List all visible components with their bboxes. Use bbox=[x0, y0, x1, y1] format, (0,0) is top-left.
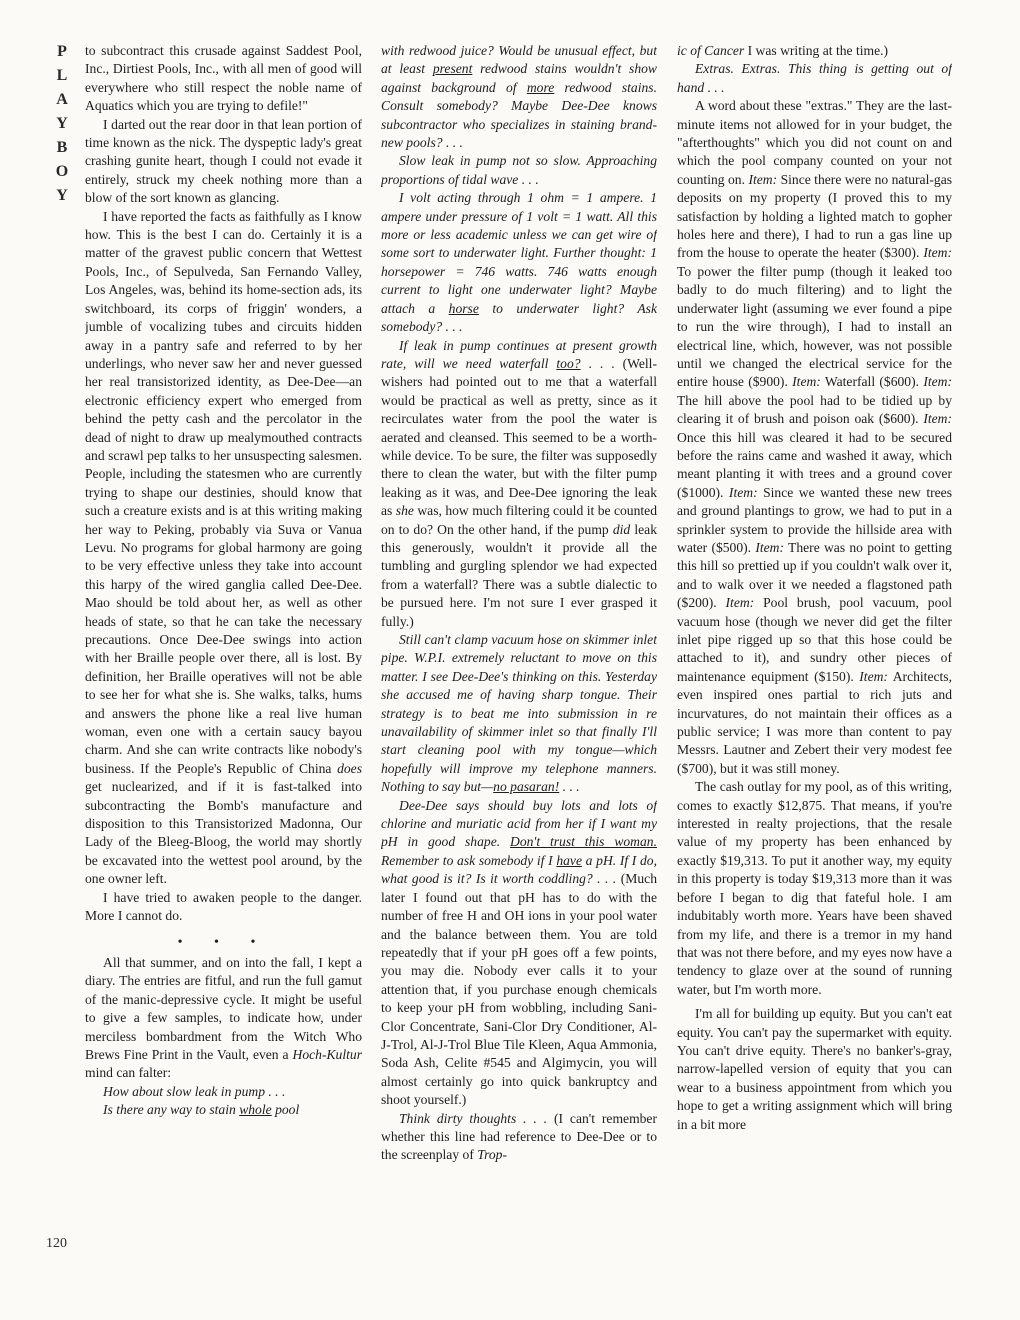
text: horse bbox=[448, 300, 479, 316]
text: Trop- bbox=[477, 1147, 507, 1163]
text: was, how much filtering could it be counted on to do? On the other hand, if the pump bbox=[381, 503, 657, 537]
text: Dee-Dee says should buy lots and lots of chlorine and muriatic acid from her if I want my pH in good shape. bbox=[381, 797, 657, 850]
text: have bbox=[556, 852, 582, 868]
paragraph: to subcontract this crusade against Saddest Pool, Inc., Dirtiest Pools, Inc., with all men of good will everywhere who still respect the noble name of Aquatics which you are trying to defile!" bbox=[85, 43, 362, 114]
item-label: Item: bbox=[792, 374, 821, 390]
paragraph bbox=[677, 97, 952, 778]
section-separator: • • • bbox=[177, 934, 270, 950]
text: present bbox=[432, 61, 473, 77]
text: . . . bbox=[562, 779, 580, 795]
item-label: Item: bbox=[748, 171, 778, 187]
text: redwood stains. Consult somebody? Maybe Dee-Dee knows subcontractor who specializes in staining brand-new pools? . . . bbox=[381, 79, 657, 151]
paragraph: I'm all for building up equity. But you can't eat equity. You can't pay the supermarket with equity. You can't drive equity. There's no banker's-gray, narrow-lapelled version of equity that you can wear to a business appointment from which you hope to get a writing assignment which will bring in a bit more bbox=[677, 1006, 952, 1132]
text: Since there were no natural-gas deposits on my property (I proved this to my satisfaction by holding a lighted match to gopher holes here and there), I had to run a gas line up from the house to operate the heater ($300). bbox=[677, 171, 952, 261]
paragraph bbox=[381, 337, 657, 632]
text: . . . (Well-wishers had pointed out to me that a waterfall would be practical as well as pretty, since as it recirculates water from the pool the water is aerated and cleansed. This seemed to be a worth-while device. To be sure, the filter was supposedly there to clean the water, but with the filter pump leaking as it was, and Dee-Dee ignoring the leak as bbox=[381, 355, 657, 519]
masthead-letter: Y bbox=[56, 115, 68, 132]
text: All that summer, and on into the fall, I kept a diary. The entries are fitful, and run the full gamut of the manic-depressive cycle. It might be useful to give a few samples, to indicate how, under merciless bombardment from the Witch Who Brews Fine Print in the Vault, even a bbox=[85, 954, 362, 1062]
text: Since we wanted these new trees and ground plantings to grow, we had to put in a sprinkler system to provide the hillside area with water ($500). bbox=[677, 484, 952, 555]
paragraph bbox=[85, 954, 362, 1083]
text: to underwater light? Ask somebody? . . . bbox=[381, 300, 657, 335]
text: Architects, even inspired ones partial to rich juts and incurvatures, do not maintain their offices as a public service; I was more than content to pay Messrs. Lautner and Zebert their very modest fee ($700), but it was still money. bbox=[677, 668, 952, 776]
text: (I can't remember whether this line had reference to Dee-Dee or to the screenplay of bbox=[381, 1110, 657, 1163]
diary-entry: Extras. Extras. This thing is getting out of hand . . . bbox=[677, 61, 952, 95]
masthead-letter: O bbox=[55, 163, 69, 180]
text: mind can falter: bbox=[85, 1065, 172, 1081]
item-label: Item: bbox=[755, 539, 785, 555]
text: get nuclearized, and if it is fast-talked into subcontracting the Bomb's manufacture and disposition to this Transistorized Madonna, Our Lady of the Bleeg-Bloog, the world may shortly be excavated into the wettest pool around, by the one owner left. bbox=[85, 779, 362, 887]
diary-entry bbox=[381, 631, 657, 797]
text: Don't trust this woman. bbox=[510, 834, 657, 850]
diary-entry bbox=[381, 189, 657, 336]
text: Think dirty thoughts . . . bbox=[399, 1110, 548, 1126]
item-label: Item: bbox=[923, 411, 952, 427]
item-label: Item: bbox=[923, 374, 952, 390]
text: Once this hill was cleared it had to be secured before the rains came and washed it away, which meant planting it with trees and a ground cover ($1000). bbox=[677, 429, 952, 500]
paragraph: The cash outlay for my pool, as of this writing, comes to exactly $12,875. That means, if you're interested in realty projections, that the resale value of my property has been enhanced by exactly $19,313. To put it another way, my equity in this property is today $19,313 more than it was before I began to dig that fateful hole. I am indubitably worth more. Years have been shaved from my life, and there is a tremor in my hand that was not there before, and my eyes now have a tendency to glaze over at the sound of running water, but I'm worth more. bbox=[677, 779, 952, 997]
page-number: 120 bbox=[46, 1236, 67, 1251]
text: too? bbox=[556, 355, 581, 371]
text: more bbox=[526, 79, 555, 95]
text: leak this generously, wouldn't it provide all the tumbling and gurgling splendor we had expected from a waterfall? There was a subtle dialectic to be pursued here. I'm not sure I ever grasped it fully.) bbox=[381, 521, 657, 629]
text: Pool brush, pool vacuum, pool vacuum hose (though we never did get the filter inlet pipe rigged up so that this hose could be attached to it), and sundry other pieces of maintenance equipment ($150). bbox=[677, 595, 952, 684]
text: with redwood juice? Would be unusual effect, but at least bbox=[381, 43, 657, 77]
item-label: Item: bbox=[728, 484, 758, 500]
diary-entry: How about slow leak in pump . . . bbox=[103, 1083, 286, 1099]
masthead-letter: P bbox=[57, 43, 67, 60]
item-label: Item: bbox=[923, 245, 952, 261]
masthead-letter: L bbox=[56, 67, 68, 84]
paragraph bbox=[85, 208, 362, 889]
text: I was writing at the time.) bbox=[747, 43, 889, 58]
masthead-letter: Y bbox=[56, 187, 68, 204]
paragraph bbox=[381, 797, 657, 1110]
text: Remember to ask somebody if I bbox=[381, 852, 553, 868]
text: A word about these "extras." They are the last-minute items not allowed for in your budget, the "afterthoughts" which you did not count on and which the pool company counted on your not counting on. bbox=[677, 98, 952, 187]
text: does bbox=[337, 760, 362, 776]
text: she bbox=[395, 503, 414, 519]
text: redwood stains wouldn't show against background of bbox=[381, 61, 657, 95]
masthead-letter: A bbox=[56, 91, 68, 108]
paragraph bbox=[381, 1110, 657, 1165]
text: If leak in pump continues at present growth rate, will we need waterfall bbox=[381, 337, 657, 371]
paragraph: I have tried to awaken people to the danger. More I cannot do. bbox=[85, 889, 362, 924]
text: There was no point to getting this hill so prettied up if you couldn't walk over it, and to walk over it we needed a flagstoned path ($200). bbox=[677, 539, 952, 611]
column-3 bbox=[677, 42, 952, 1292]
text: pool bbox=[275, 1102, 300, 1118]
diary-entry bbox=[381, 42, 657, 152]
text: I have reported the facts as faithfully as I know how. This is the best I can do. Certainly it is a matter of the gravest public concern that Wettest Pools, Inc., of Sepulveda, San Fernando Valley, Los Angeles, was, behind its home-section ads, its switchboard, its corps of friggin' wonders, a jumble of vocalizing tubes and circuits hidden away in a pantry safe and referred to by her underlings, who never saw her and never guessed her real transistorized identity, as Dee-Dee—an electronic efficiency expert who emerged from behind the petty cash and the percolator in the dead of night to draw up mealymouthed contracts and scrawl pep talks to her unsuspecting salesmen. People, including the statesmen who are currently trying to shape our destinies, should know that such a creature exists and is at this writing making her way to Peking, probably via Suva or Vanua Levu. No programs for global harmony are going to be very effective unless they take into account this harpy of the wired ganglia called Dee-Dee. Mao should be told about her, as well as other heads of state, so that he can take the necessary precautions. Once Dee-Dee swings into action with her Braille people over there, all is lost. By definition, her Braille operatives will not be able to see her for what she is. She walks, talks, hums and answers the phone like a real live human woman, even one with a certain saucy bayou charm. And she can write contracts like nobody's business. If the People's Republic of China bbox=[85, 208, 362, 776]
column-1 bbox=[85, 42, 362, 1292]
text: no pasaran! bbox=[493, 779, 560, 795]
text: did bbox=[612, 521, 631, 537]
column-2 bbox=[381, 42, 657, 1292]
item-label: Item: bbox=[859, 668, 888, 684]
item-label: Item: bbox=[725, 595, 755, 611]
text: whole bbox=[239, 1102, 272, 1118]
masthead-letter: B bbox=[56, 139, 68, 156]
text: Still can't clamp vacuum hose on skimmer inlet pipe. W.P.I. extremely reluctant to move on this matter. I see Dee-Dee's thinking on this. Yesterday she accused me of having sharp tongue. Their strategy is to beat me into submission in re unavailability of skimmer inlet so that finally I'll start cleaning pool with my tongue—which hopefully will improve my telephone manners. Nothing to say but— bbox=[381, 632, 657, 795]
text: Is there any way to stain bbox=[103, 1102, 236, 1118]
paragraph bbox=[677, 42, 952, 60]
text: I volt acting through 1 ohm = 1 ampere. 1 ampere under pressure of 1 volt = 1 watt. All this more or less academic unless we can get wire of some sort to underwater light. Further thought: 1 horsepower = 746 watts. 746 watts enough current to light one underwater light? Maybe attach a bbox=[381, 190, 657, 316]
text: The hill above the pool had to be tidied up by clearing it of brush and poison oak ($600). bbox=[677, 392, 952, 427]
text: a pH. If I do, what good is it? Is it worth coddling? . . . bbox=[381, 852, 657, 887]
text: (Much later I found out that pH has to do with the number of free H and OH ions in your pool water and the balance between them. You are told repeatedly that if your pH goes off a few points, you may die. Nobody ever calls it to your attention that, if you purchase enough chemicals to keep your pH from wobbling, including Sani-Clor Concentrate, Sani-Clor Dry Conditioner, Al-J-Trol, Al-J-Trol Blue Tile Kleen, Aqua Ammonia, Soda Ash, Celite #545 and Algimycin, you will almost certainly go into quick bankruptcy and shoot yourself.) bbox=[381, 871, 657, 1108]
masthead bbox=[48, 40, 76, 208]
paragraph: I darted out the rear door in that lean portion of time known as the nick. The dyspeptic lady's great crashing gunite heart, though I could not evade it entirely, struck my cheek nothing more than a blow of the sort known as glancing. bbox=[85, 116, 362, 206]
text: To power the filter pump (though it leaked too badly to do much filtering) and to light the underwater light (assuming we ever found a pipe to run the wire through), I had to install an electrical line, which, however, was not possible until we changed the electrical service for the entire house ($900). bbox=[677, 263, 952, 390]
text: Hoch-Kultur bbox=[292, 1046, 362, 1062]
text: ic of Cancer bbox=[677, 43, 745, 58]
diary-entry bbox=[85, 1101, 362, 1119]
diary-entry: Slow leak in pump not so slow. Approaching proportions of tidal wave . . . bbox=[381, 153, 657, 187]
text: Waterfall ($600). bbox=[824, 374, 920, 390]
